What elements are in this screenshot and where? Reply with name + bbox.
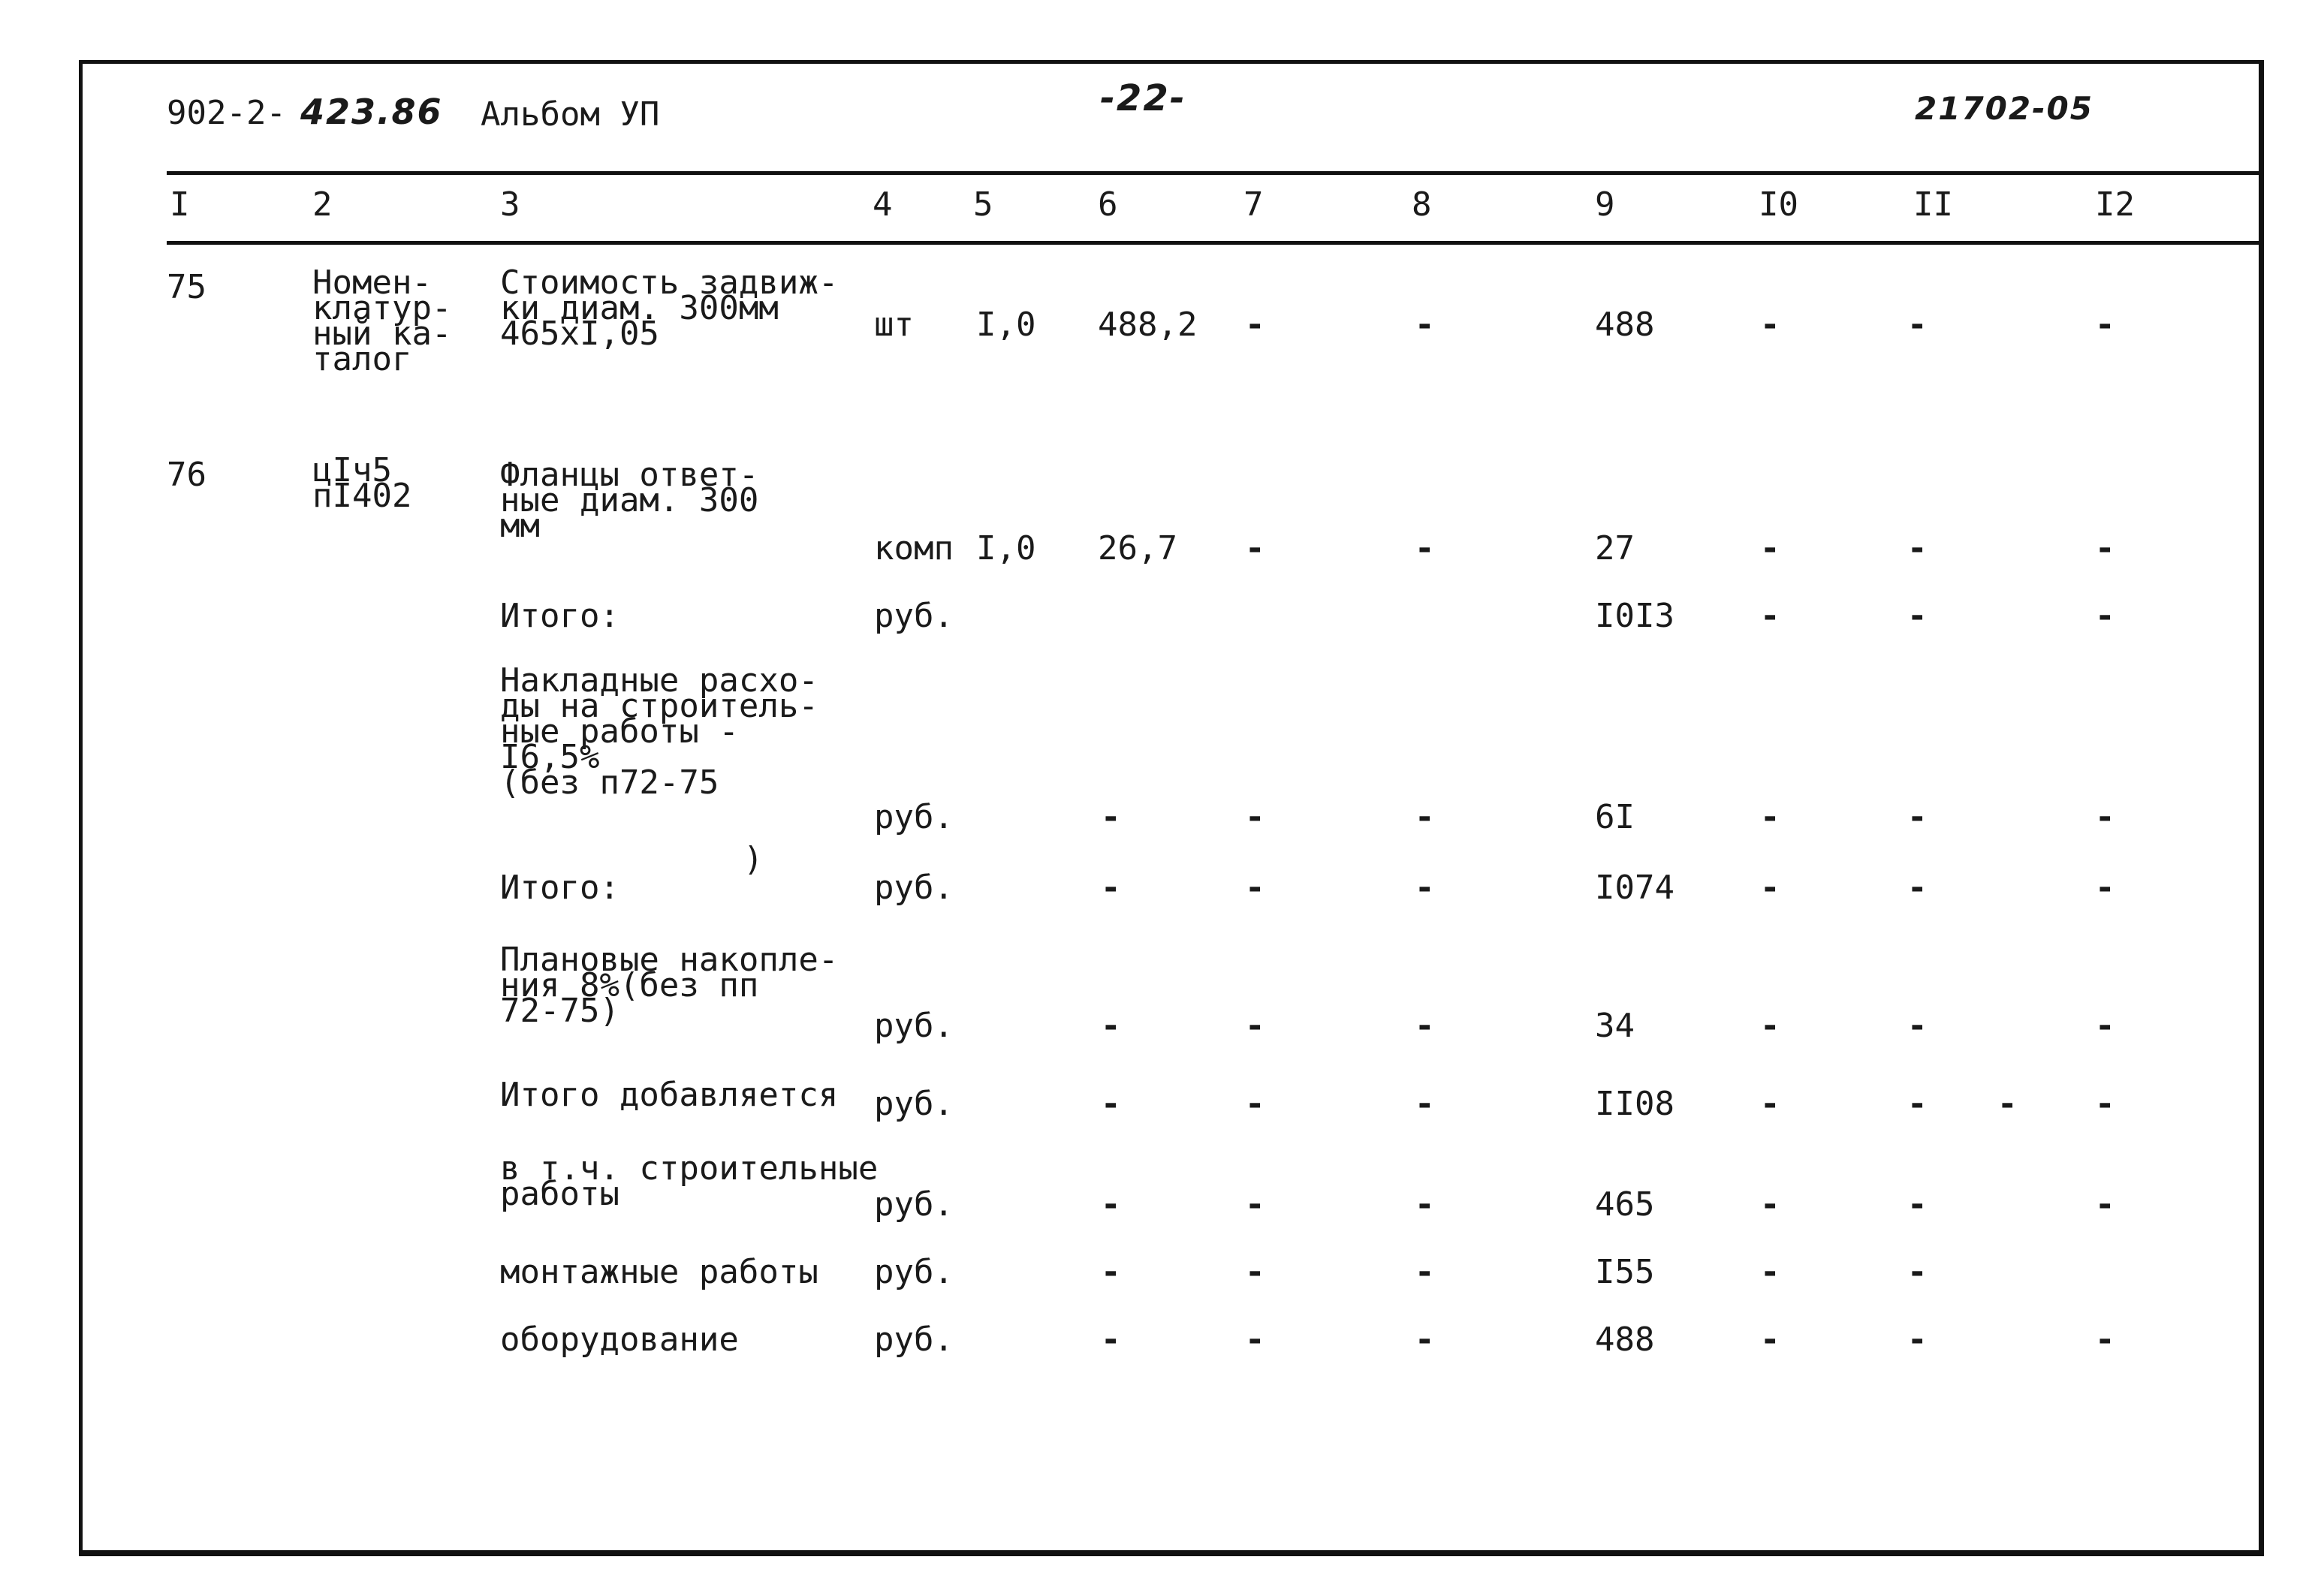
- item-description: монтажные работы: [500, 1253, 818, 1291]
- col6-value: -: [1101, 1185, 1121, 1224]
- page-number: -22-: [1100, 77, 1186, 119]
- col6-value: -: [1101, 869, 1121, 907]
- total-value: I074: [1595, 869, 1674, 907]
- col6-value: -: [1101, 1007, 1121, 1045]
- unit: руб.: [874, 1007, 954, 1045]
- col8-value: -: [1415, 1085, 1435, 1123]
- total-value: I55: [1595, 1253, 1655, 1291]
- col10-value: -: [1760, 1253, 1780, 1291]
- col12-value: -: [2095, 1185, 2115, 1224]
- col10-value: -: [1760, 1185, 1780, 1224]
- column-header-12: I2: [2095, 185, 2135, 224]
- total-value: 6I: [1595, 798, 1635, 836]
- unit: руб.: [874, 869, 954, 907]
- col7-value: -: [1245, 306, 1265, 344]
- col7-value: -: [1245, 1185, 1265, 1224]
- unit-price: 488,2: [1098, 306, 1198, 344]
- item-description: в т.ч. строительные работы: [500, 1149, 879, 1213]
- total-value: 488: [1595, 306, 1655, 344]
- doc-number: 423.86: [300, 92, 443, 132]
- col11-value: -: [1907, 306, 1928, 344]
- col11-value: -: [1907, 798, 1928, 836]
- col10-value: -: [1760, 869, 1780, 907]
- column-header-11: II: [1913, 185, 1953, 224]
- item-description: Стоимость задвиж- ки диам. 300мм 465xI,05: [500, 263, 839, 353]
- col11-value: -: [1907, 1185, 1928, 1224]
- unit: руб.: [874, 1320, 954, 1359]
- item-description: Фланцы ответ- ные диам. 300 мм: [500, 456, 759, 545]
- col11-value: -: [1907, 529, 1928, 568]
- column-header-8: 8: [1412, 185, 1432, 224]
- col8-value: -: [1415, 1007, 1435, 1045]
- total-value: 27: [1595, 529, 1635, 568]
- col11-value: -: [1907, 1007, 1928, 1045]
- col12-value: -: [2095, 529, 2115, 568]
- col10-value: -: [1760, 1085, 1780, 1123]
- total-value: 465: [1595, 1185, 1655, 1224]
- col10-value: -: [1760, 1320, 1780, 1359]
- col11-value: -: [1907, 869, 1928, 907]
- col8-value: -: [1415, 798, 1435, 836]
- col7-value: -: [1245, 1253, 1265, 1291]
- source-reference: Номен- клатур- ный ка- талог: [312, 263, 452, 378]
- col11-value: -: [1907, 1253, 1928, 1291]
- header-rule: [167, 171, 2262, 175]
- col12-value: -: [2095, 1007, 2115, 1045]
- unit: руб.: [874, 1085, 954, 1123]
- col8-value: -: [1415, 1320, 1435, 1359]
- document-code: 21702-05: [1915, 90, 2093, 127]
- col8-value: -: [1415, 1253, 1435, 1291]
- col6-value: -: [1101, 1320, 1121, 1359]
- col8-value: -: [1415, 1185, 1435, 1224]
- col7-value: -: [1245, 869, 1265, 907]
- item-description: Итого:: [500, 869, 619, 907]
- stray-parenthesis: ): [743, 840, 764, 878]
- quantity: I,0: [976, 529, 1036, 568]
- column-header-5: 5: [973, 185, 993, 224]
- col10-value: -: [1760, 1007, 1780, 1045]
- col7-value: -: [1245, 1007, 1265, 1045]
- col8-value: -: [1415, 529, 1435, 568]
- column-header-9: 9: [1595, 185, 1615, 224]
- col10-value: -: [1760, 798, 1780, 836]
- column-header-10: I0: [1759, 185, 1798, 224]
- total-value: 34: [1595, 1007, 1635, 1045]
- col7-value: -: [1245, 1320, 1265, 1359]
- col10-value: -: [1760, 529, 1780, 568]
- unit: комп: [874, 529, 954, 568]
- item-description: Плановые накопле- ния 8%(без пп 72-75): [500, 941, 839, 1030]
- col12-value: -: [2095, 1320, 2115, 1359]
- column-header-4: 4: [873, 185, 893, 224]
- col6-value: -: [1101, 1085, 1121, 1123]
- column-header-2: 2: [312, 185, 333, 224]
- column-header-1: I: [170, 185, 190, 224]
- source-reference: цIч5 пI402: [312, 451, 412, 515]
- item-description: Итого:: [500, 597, 619, 635]
- col12-value: -: [2095, 597, 2115, 635]
- col6-value: -: [1101, 798, 1121, 836]
- row-number: 75: [167, 268, 206, 306]
- col11-value: -: [1907, 1085, 1928, 1123]
- quantity: I,0: [976, 306, 1036, 344]
- col8-value: -: [1415, 306, 1435, 344]
- column-header-7: 7: [1243, 185, 1264, 224]
- total-value: II08: [1595, 1085, 1674, 1123]
- total-value: 488: [1595, 1320, 1655, 1359]
- col11-extra-value: -: [1997, 1085, 2018, 1123]
- unit: руб.: [874, 1185, 954, 1224]
- col7-value: -: [1245, 529, 1265, 568]
- unit: шт: [874, 306, 914, 344]
- column-header-rule: [167, 241, 2262, 245]
- item-description: Накладные расхо- ды на строитель- ные работы - I6,5% (без п72-75: [500, 661, 818, 802]
- unit: руб.: [874, 798, 954, 836]
- col7-value: -: [1245, 798, 1265, 836]
- col12-value: -: [2095, 1085, 2115, 1123]
- unit: руб.: [874, 597, 954, 635]
- col12-value: -: [2095, 798, 2115, 836]
- col10-value: -: [1760, 597, 1780, 635]
- col12-value: -: [2095, 306, 2115, 344]
- col11-value: -: [1907, 597, 1928, 635]
- item-description: оборудование: [500, 1320, 739, 1359]
- total-value: I0I3: [1595, 597, 1674, 635]
- item-description: Итого добавляется: [500, 1076, 839, 1114]
- column-header-3: 3: [500, 185, 520, 224]
- col8-value: -: [1415, 869, 1435, 907]
- col11-value: -: [1907, 1320, 1928, 1359]
- row-number: 76: [167, 456, 206, 494]
- col7-value: -: [1245, 1085, 1265, 1123]
- unit-price: 26,7: [1098, 529, 1177, 568]
- col12-value: -: [2095, 869, 2115, 907]
- unit: руб.: [874, 1253, 954, 1291]
- doc-prefix: 902-2-: [167, 94, 286, 132]
- col10-value: -: [1760, 306, 1780, 344]
- column-header-6: 6: [1098, 185, 1118, 224]
- album-title: Альбом УП: [481, 95, 660, 134]
- col6-value: -: [1101, 1253, 1121, 1291]
